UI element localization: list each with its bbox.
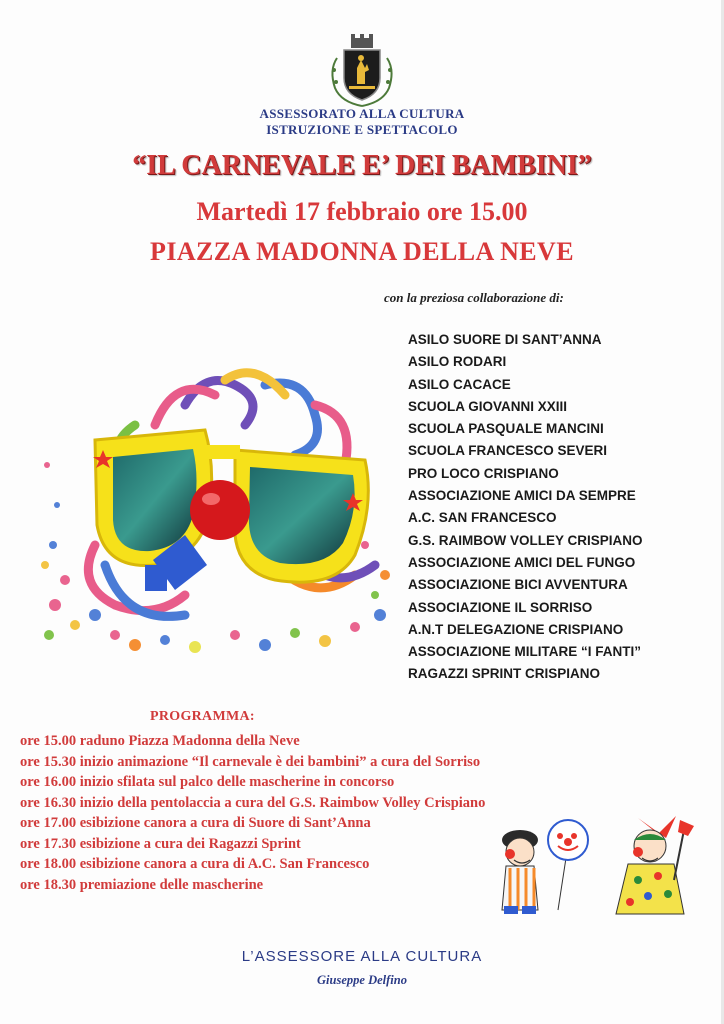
signature-role: L’ASSESSORE ALLA CULTURA: [241, 948, 483, 965]
partner-item: A.C. SAN FRANCESCO: [408, 510, 557, 526]
partner-item: PRO LOCO CRISPIANO: [408, 465, 559, 481]
partner-item: ASSOCIAZIONE BICI AVVENTURA: [408, 577, 628, 593]
office-line-1: ASSESSORATO ALLA CULTURA: [259, 106, 465, 121]
partner-item: ASILO RODARI: [408, 354, 507, 370]
partner-item: A.N.T DELEGAZIONE CRISPIANO: [408, 621, 624, 637]
partner-item: ASSOCIAZIONE AMICI DA SEMPRE: [408, 488, 636, 504]
program-item: ore 18.00 esibizione canora a cura di A.C. San Francesco: [20, 856, 370, 872]
event-place: PIAZZA MADONNA DELLA NEVE: [150, 237, 574, 266]
program-list: [20, 731, 485, 895]
program-item: ore 15.30 inizio animazione “Il carnevale è dei bambini” a cura del Sorriso: [20, 753, 481, 770]
program-item: ore 17.00 esibizione canora a cura di Suore di Sant’Anna: [20, 815, 371, 831]
partner-item: ASSOCIAZIONE IL SORRISO: [408, 599, 593, 615]
event-date: Martedì 17 febbraio ore 15.00: [196, 197, 528, 226]
partner-item: RAGAZZI SPRINT CRISPIANO: [408, 666, 601, 682]
partner-item: ASILO SUORE DI SANT’ANNA: [408, 332, 602, 347]
program-item: ore 15.00 raduno Piazza Madonna della Neve: [20, 733, 300, 749]
partner-item: ASSOCIAZIONE AMICI DEL FUNGO: [408, 554, 636, 570]
program-item: ore 17.30 esibizione a cura dei Ragazzi Sprint: [20, 835, 301, 852]
partner-item: SCUOLA GIOVANNI XXIII: [408, 398, 568, 414]
program-item: ore 16.30 inizio della pentolaccia a cura del G.S. Raimbow Volley Crispiano: [20, 794, 486, 811]
program-item: ore 16.00 inizio sfilata sul palco delle mascherine in concorso: [20, 774, 395, 790]
event-title: “IL CARNEVALE E’ DEI BAMBINI”: [132, 150, 592, 181]
partner-item: ASSOCIAZIONE MILITARE “I FANTI”: [408, 644, 642, 660]
office-line-2: ISTRUZIONE E SPETTACOLO: [266, 122, 458, 137]
partner-list: [408, 329, 643, 686]
clowns-illustration: [488, 810, 700, 922]
partner-item: SCUOLA PASQUALE MANCINI: [408, 421, 604, 437]
municipal-crest-icon: [327, 30, 397, 110]
carnival-glasses-illustration: [35, 365, 397, 657]
program-item: ore 18.30 premiazione delle mascherine: [20, 876, 264, 893]
partner-item: ASILO CACACE: [408, 376, 511, 392]
partner-item: G.S. RAIMBOW VOLLEY CRISPIANO: [408, 532, 643, 548]
signature-name: Giuseppe Delfino: [317, 973, 407, 987]
program-title: PROGRAMMA:: [150, 709, 255, 724]
partner-item: SCUOLA FRANCESCO SEVERI: [408, 443, 608, 459]
collaboration-intro: con la preziosa collaborazione di:: [384, 290, 564, 305]
